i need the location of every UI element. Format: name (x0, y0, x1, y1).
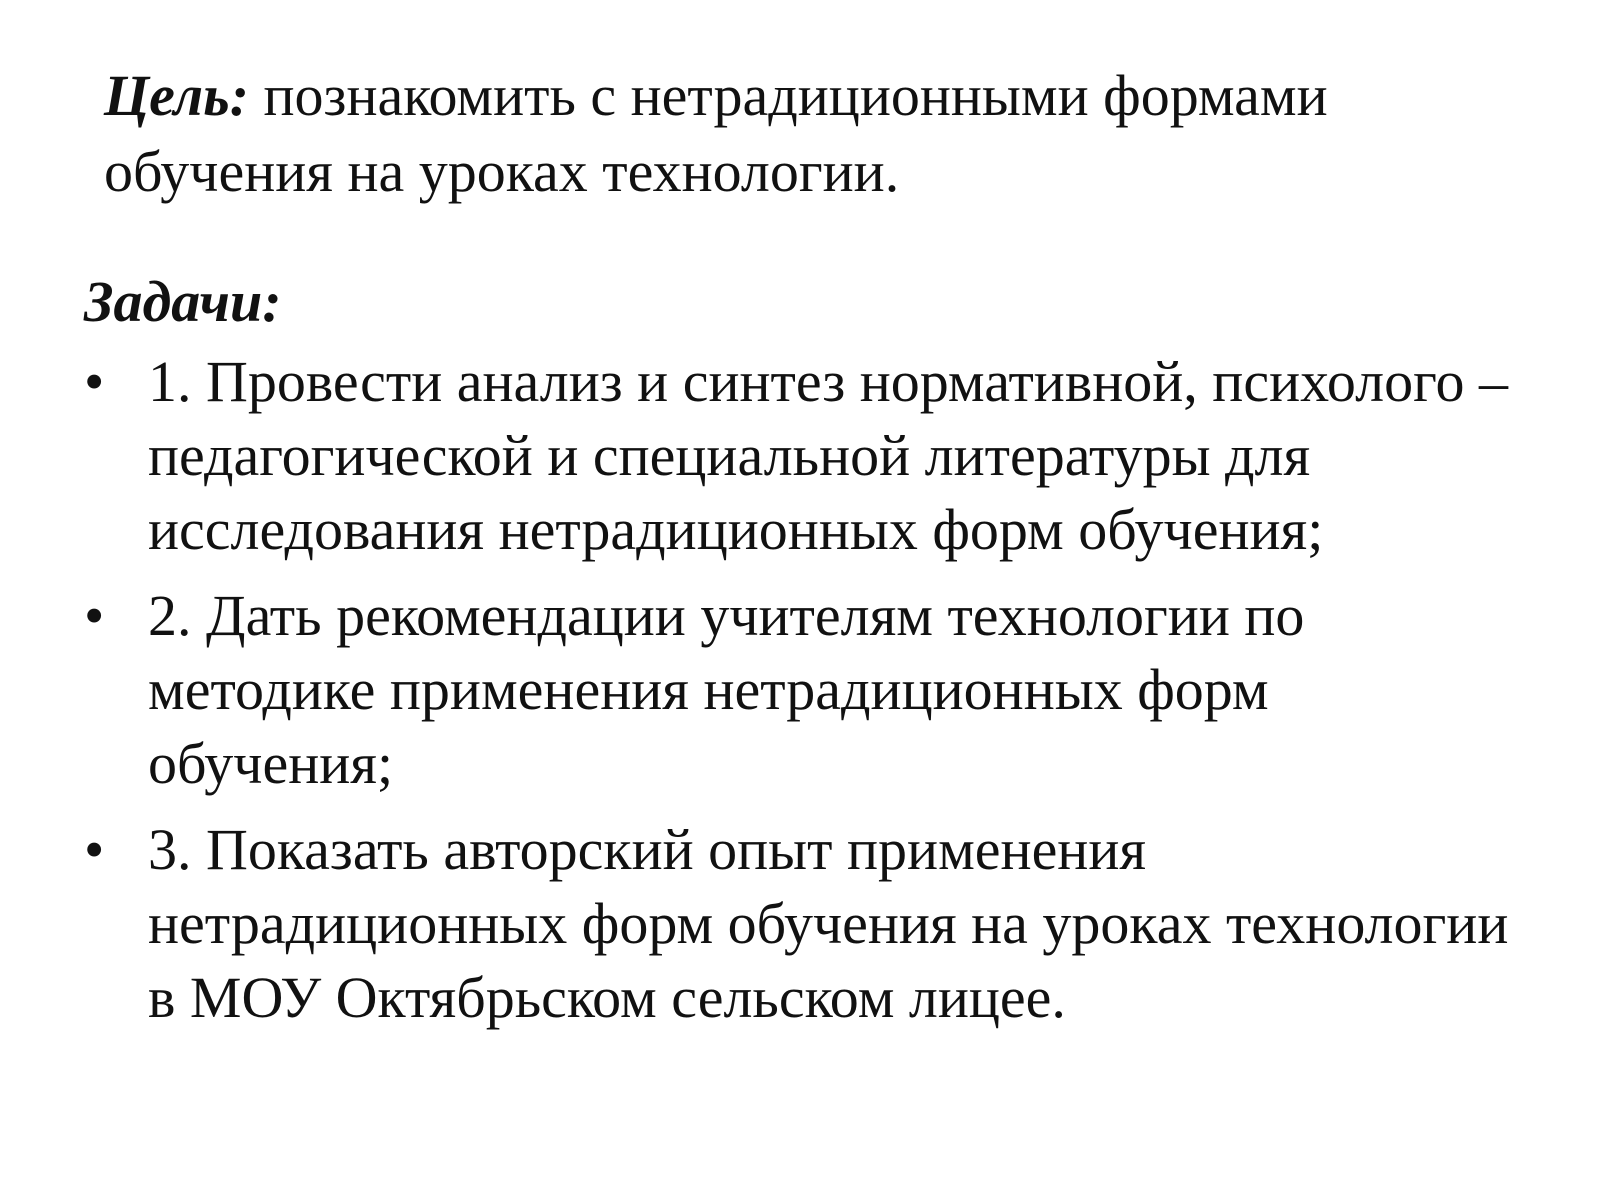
goal-text: познакомить с нетрадиционными формами обучения на уроках технологии. (104, 63, 1328, 204)
task-text-1: 1. Провести анализ и синтез нормативной, психолого – педагогической и специальной литературы для исследования нетрадиционных форм обучения; (148, 349, 1508, 562)
task-item-3 (84, 813, 1524, 1035)
task-item-1 (84, 345, 1524, 567)
goal-statement (104, 58, 1504, 210)
bullet-icon: • (84, 583, 105, 648)
tasks-heading: Задачи: (84, 269, 282, 334)
task-item-2 (84, 579, 1524, 801)
bullet-icon: • (84, 349, 105, 414)
goal-label: Цель: (104, 63, 249, 128)
task-text-3: 3. Показать авторский опыт применения нетрадиционных форм обучения на уроках технологии в МОУ Октябрьском сельском лицее. (148, 817, 1509, 1030)
task-text-2: 2. Дать рекомендации учителям технологии по методике применения нетрадиционных форм обучения; (148, 583, 1305, 796)
task-list (84, 345, 1524, 1047)
bullet-icon: • (84, 817, 105, 882)
